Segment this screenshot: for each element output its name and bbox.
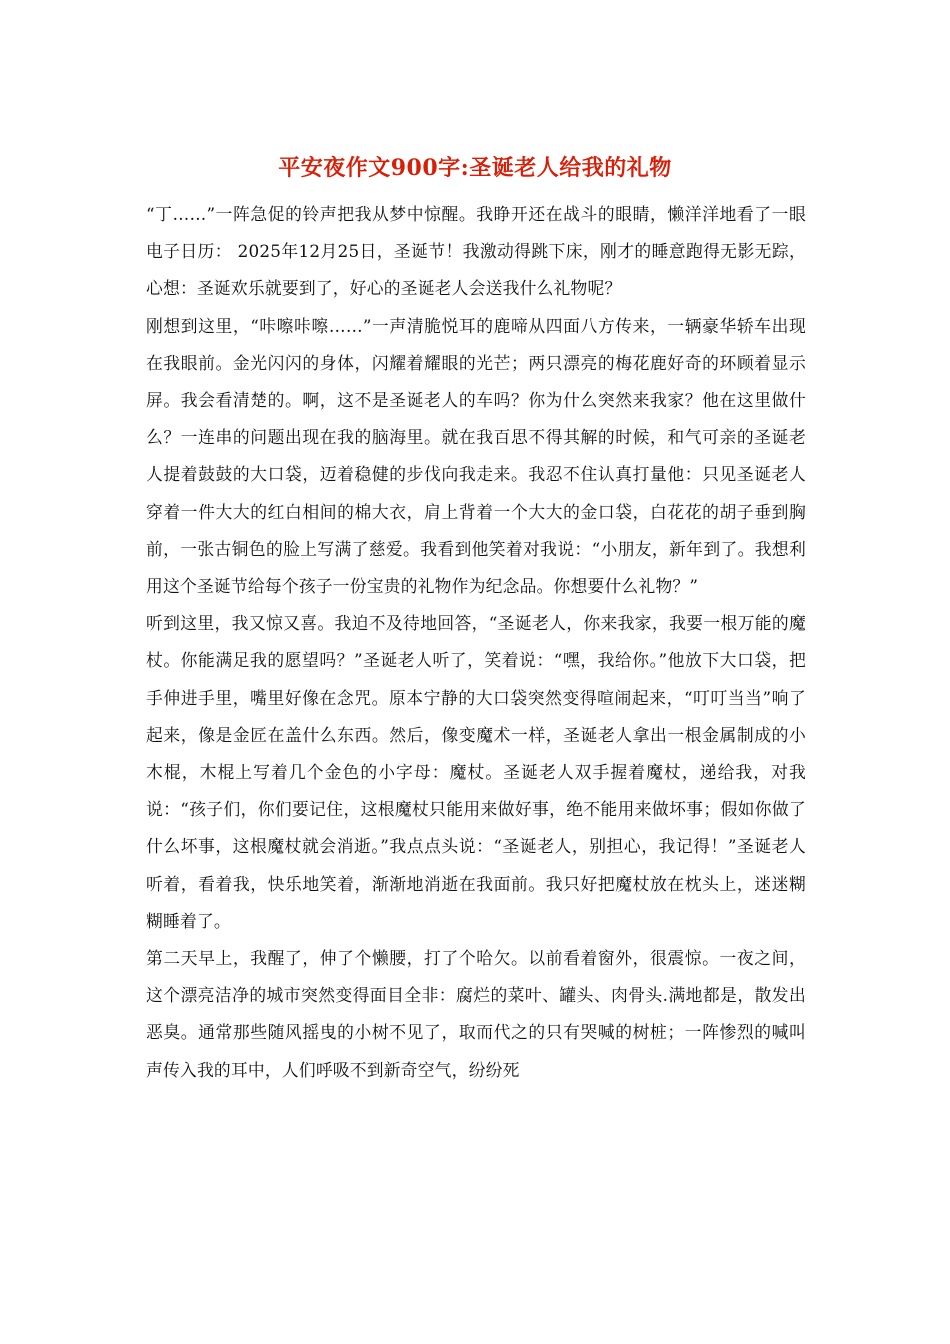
document-body [146,196,806,1089]
paragraph: 第二天早上，我醒了，伸了个懒腰，打了个哈欠。以前看着窗外，很震惊。一夜之间，这个漂亮洁净的城市突然变得面目全非：腐烂的菜叶、罐头、肉骨头.满地都是，散发出恶臭。通常那些随风摇曳的小树不见了，取而代之的只有哭喊的树桩；一阵惨烈的喊叫声传入我的耳中，人们呼吸不到新奇空气，纷纷死 [146,948,806,1080]
paragraph: 听到这里，我又惊又喜。我迫不及待地回答，“圣诞老人，你来我家，我要一根万能的魔杖。你能满足我的愿望吗？”圣诞老人听了，笑着说：“嘿，我给你。”他放下大口袋，把手伸进手里，嘴里好像在念咒。原本宁静的大口袋突然变得喧闹起来，“叮叮当当”响了起来，像是金匠在盖什么东西。然后，像变魔术一样，圣诞老人拿出一根金属制成的小木棍，木棍上写着几个金色的小字母：魔杖。圣诞老人双手握着魔杖，递给我，对我说：“孩子们，你们要记住，这根魔杖只能用来做好事，绝不能用来做坏事；假如你做了什么坏事，这根魔杖就会消逝。”我点点头说：“圣诞老人，别担心，我记得！”圣诞老人听着，看着我，快乐地笑着，渐渐地消逝在我面前。我只好把魔杖放在枕头上，迷迷糊糊睡着了。 [146,613,806,931]
paragraph: “丁……”一阵急促的铃声把我从梦中惊醒。我睁开还在战斗的眼睛，懒洋洋地看了一眼电子日历： 2025年12月25日，圣诞节！我激动得跳下床，刚才的睡意跑得无影无踪，心想：圣诞欢乐就要到了，好心的圣诞老人会送我什么礼物呢？ [146,204,806,299]
paragraph: 刚想到这里，“咔嚓咔嚓……”一声清脆悦耳的鹿啼从四面八方传来，一辆豪华轿车出现在我眼前。金光闪闪的身体，闪耀着耀眼的光芒；两只漂亮的梅花鹿好奇的环顾着显示屏。我会看清楚的。啊，这不是圣诞老人的车吗？你为什么突然来我家？他在这里做什么？一连串的问题出现在我的脑海里。就在我百思不得其解的时候，和气可亲的圣诞老人提着鼓鼓的大口袋，迈着稳健的步伐向我走来。我忍不住认真打量他：只见圣诞老人穿着一件大大的红白相间的棉大衣，肩上背着一个大大的金口袋，白花花的胡子垂到胸前，一张古铜色的脸上写满了慈爱。我看到他笑着对我说：“小朋友，新年到了。我想利用这个圣诞节给每个孩子一份宝贵的礼物作为纪念品。你想要什么礼物？” [146,315,806,597]
document-title: 平安夜作文900字:圣诞老人给我的礼物 [278,155,672,181]
